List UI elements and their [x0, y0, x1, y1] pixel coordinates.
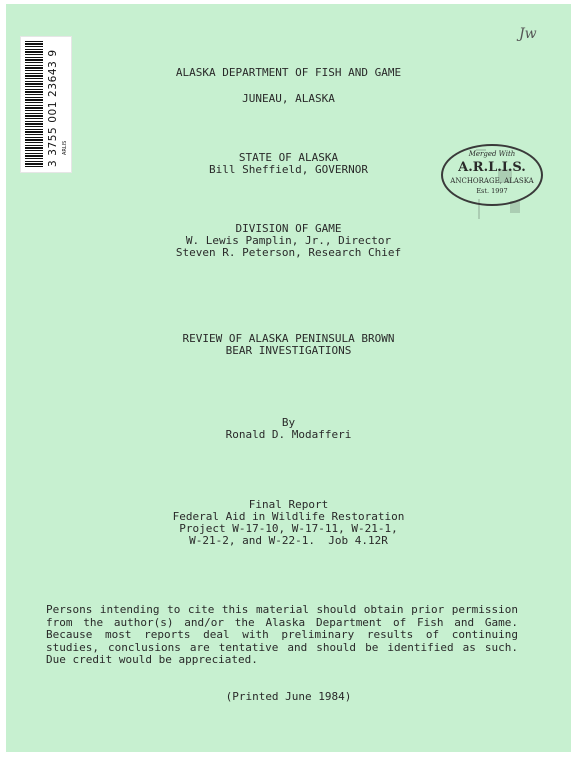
printed-date: (Printed June 1984)	[225, 690, 352, 703]
stamp-line-merged: Merged With	[468, 150, 516, 158]
barcode-number: 3 3755 001 23643 9	[47, 49, 59, 167]
document-page	[6, 4, 571, 752]
department-name: ALASKA DEPARTMENT OF FISH AND GAME	[175, 66, 402, 79]
department-city: JUNEAU, ALASKA	[242, 92, 335, 105]
governor-name: Bill Sheffield, GOVERNOR	[209, 163, 368, 176]
stamp-line-city: ANCHORAGE, ALASKA	[450, 177, 534, 185]
division-research-chief: Steven R. Peterson, Research Chief	[175, 246, 402, 259]
stamp-line-arlis: A.R.L.I.S.	[458, 160, 526, 175]
funding-source: Federal Aid in Wildlife Restoration	[172, 510, 405, 523]
project-numbers-line-2: W-21-2, and W-22-1. Job 4.12R	[189, 534, 388, 547]
handwritten-initials: Jw	[519, 26, 537, 42]
report-title-line-1: REVIEW OF ALASKA PENINSULA BROWN	[182, 332, 395, 345]
division-director: W. Lewis Pamplin, Jr., Director	[185, 234, 392, 247]
author-by: By	[281, 416, 296, 429]
stamp-line-established: Est. 1997	[476, 187, 508, 195]
state-title: STATE OF ALASKA	[238, 151, 339, 164]
division-title: DIVISION OF GAME	[235, 222, 342, 235]
report-title-line-2: BEAR INVESTIGATIONS	[225, 344, 352, 357]
barcode-library-code: ARLIS	[62, 140, 68, 155]
citation-notice: Persons intending to cite this material should obtain prior permission from the author(s) and/or the Alaska Department of Fish and Game. Because most reports deal with preliminary results of continuing studies, conclusions are tentative and should be identified as such. Due credit would be appreciated.	[46, 603, 518, 666]
project-numbers-line-1: Project W-17-10, W-17-11, W-21-1,	[179, 522, 398, 535]
author-name: Ronald D. Modafferi	[225, 428, 352, 441]
report-type: Final Report	[248, 498, 329, 511]
